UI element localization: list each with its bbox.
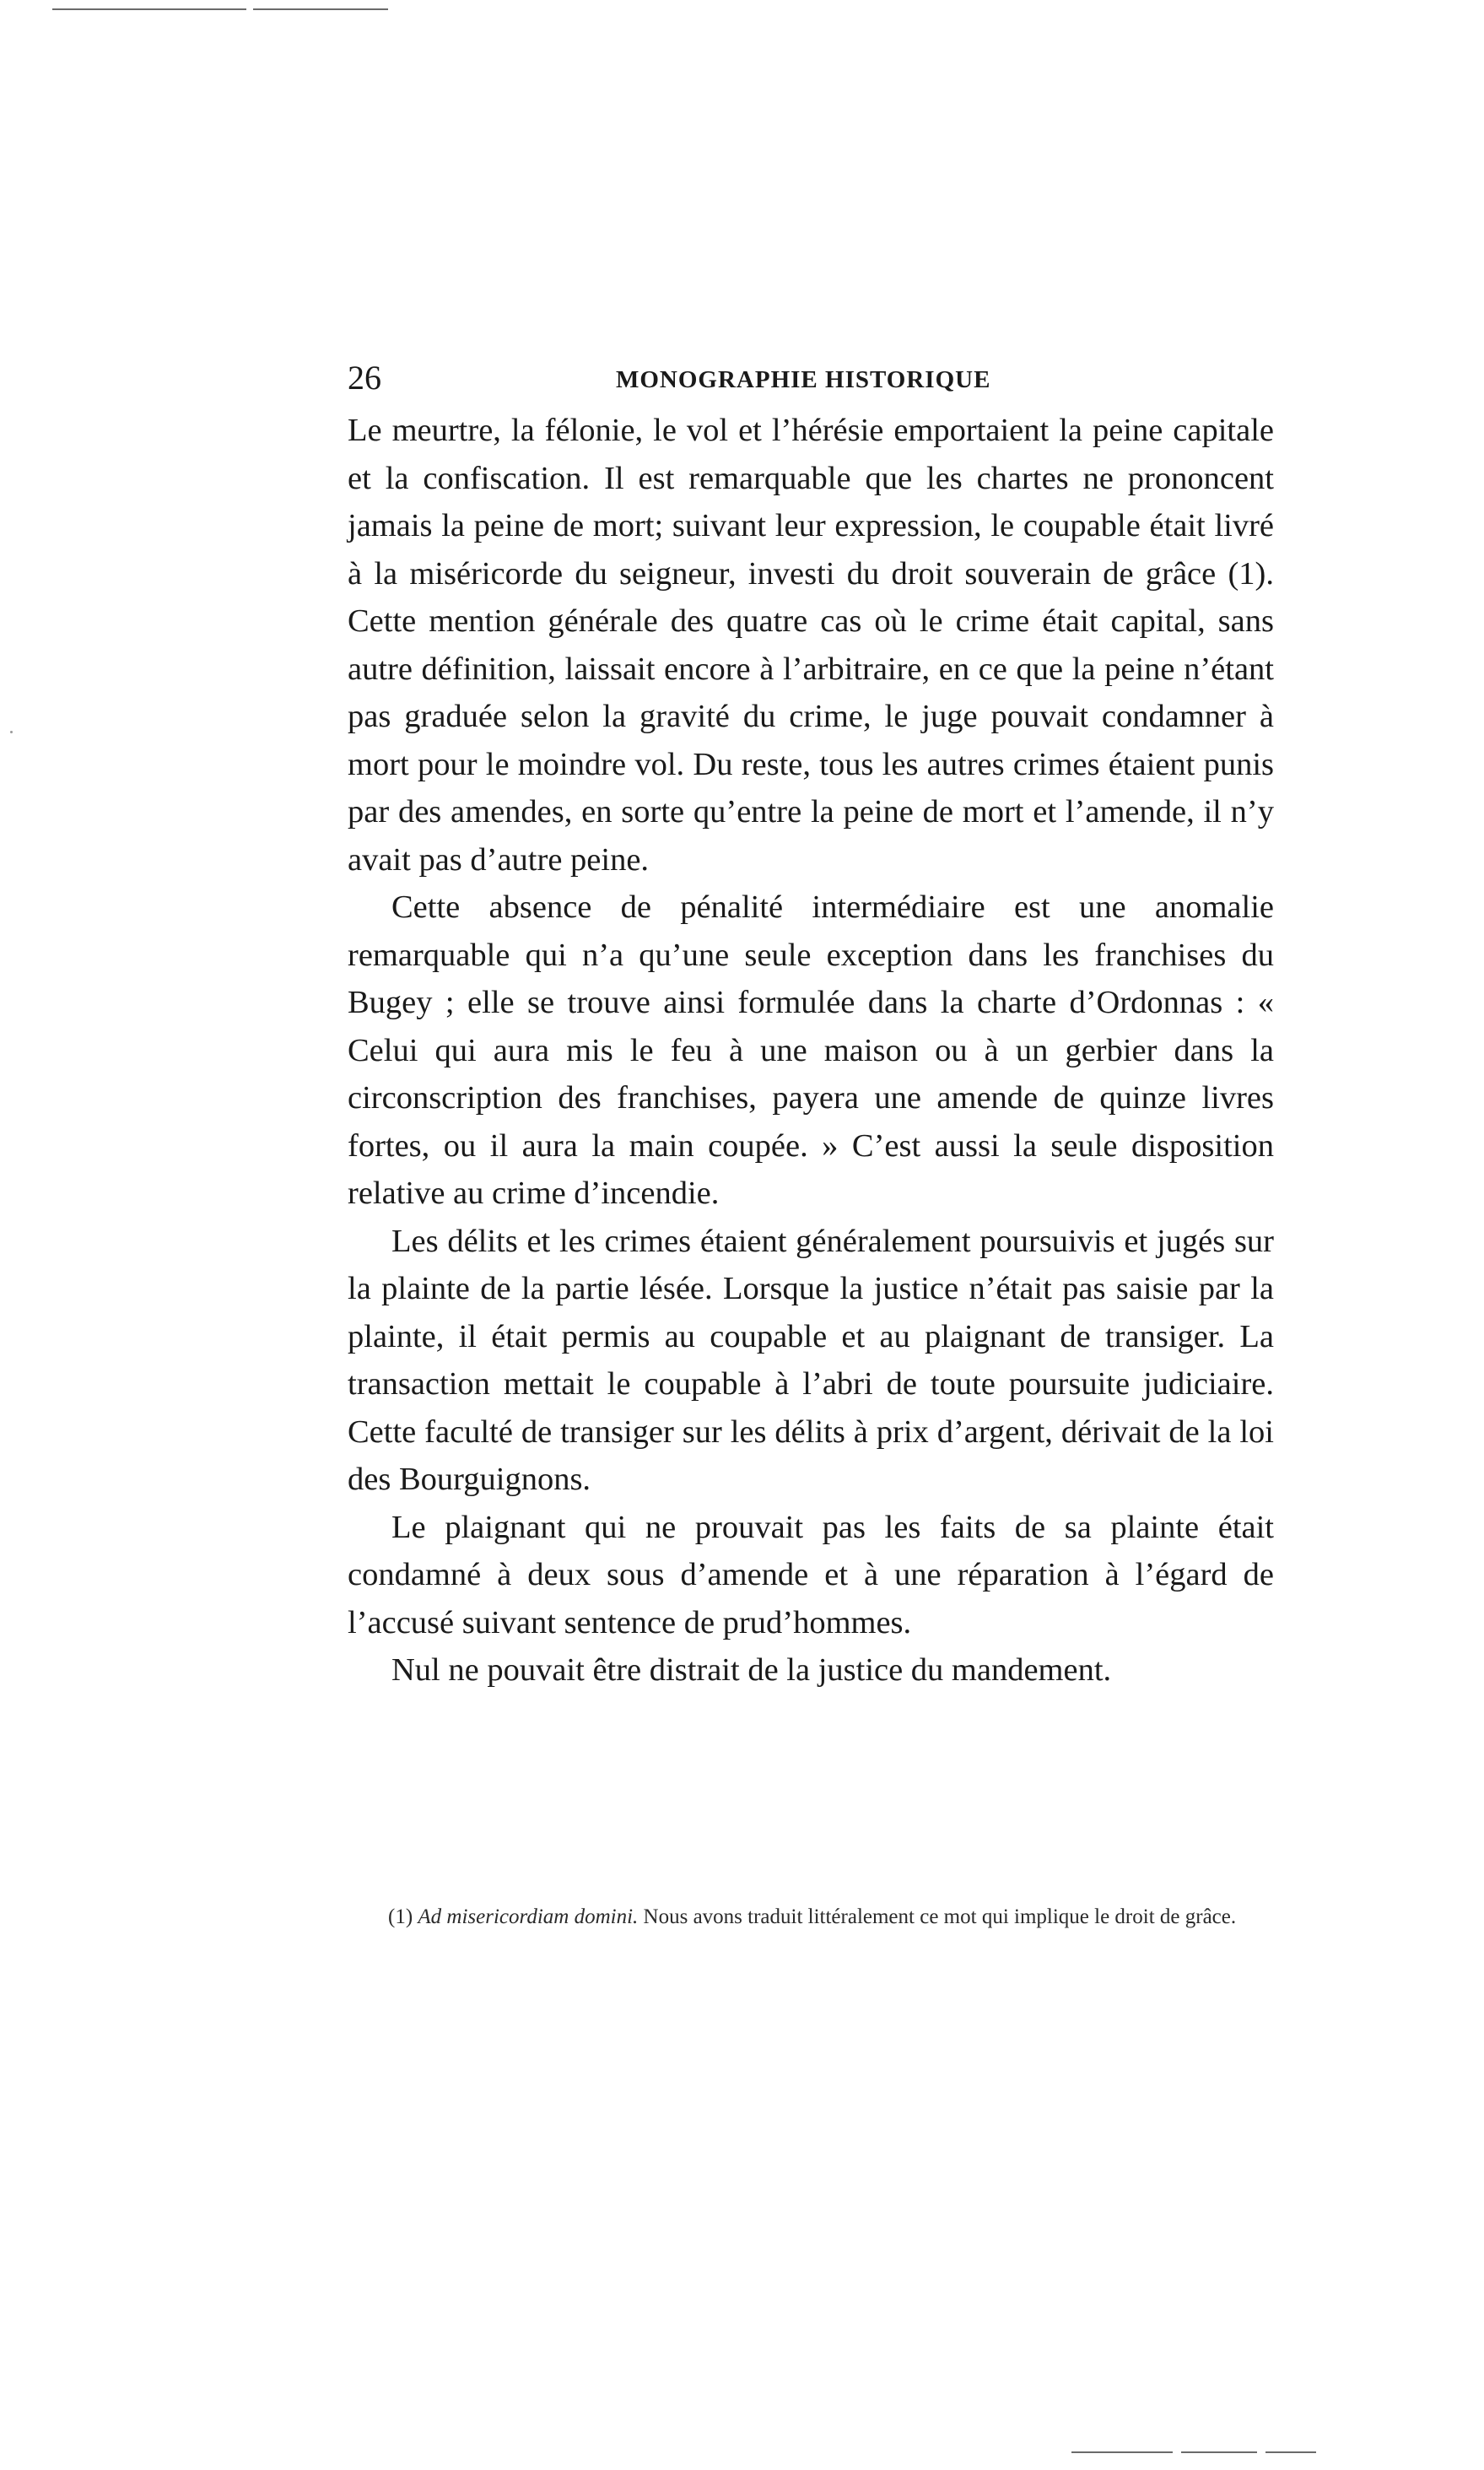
body-text [348, 407, 1274, 1694]
footnote-marker: (1) [388, 1905, 413, 1928]
paragraph: Cette absence de pénalité intermédiaire est une anomalie remarquable qui n’a qu’une seule exception dans les franchises du Bugey ; elle se trouve ainsi formulée dans la charte d’Ordonnas : « Celui qui aura mis le feu à une maison ou à un gerbier dans la circonscription des franchises, payera une amende de quinze livres fortes, ou il aura la main coupée. » C’est aussi la seule disposition relative au crime d’incendie. [348, 889, 1274, 1211]
paragraph: Les délits et les crimes étaient généralement poursuivis et jugés sur la plainte de la partie lésée. Lorsque la justice n’était pas saisie par la plainte, il était permis au coupable et au plaignant de transiger. La transaction mettait le coupable à l’abri de toute poursuite judiciaire. Cette faculté de transiger sur les délits à prix d’argent, dérivait de la loi des Bourguignons. [348, 1223, 1274, 1497]
scan-edge-line [253, 8, 388, 10]
scan-edge-line [52, 8, 246, 10]
footnote [348, 1899, 1274, 1935]
footnote-latin-quote: Ad misericordiam domini. [418, 1905, 639, 1928]
paragraph: Le plaignant qui ne prouvait pas les faits de sa plainte était condamné à deux sous d’amende et à une réparation à l’égard de l’accusé suivant sentence de prud’hommes. [348, 1509, 1274, 1640]
running-head: MONOGRAPHIE HISTORIQUE [616, 366, 991, 393]
footnote-reference: (1) [1228, 555, 1266, 592]
paragraph: Nul ne pouvait être distrait de la justice du mandement. [391, 1652, 1112, 1688]
scan-edge-line [1265, 2451, 1316, 2453]
page-header [348, 353, 1276, 403]
scan-edge-line [1071, 2451, 1173, 2453]
page-number: 26 [348, 359, 381, 397]
scan-edge-line [1181, 2451, 1257, 2453]
paragraph: Le meurtre, la félonie, le vol et l’hérésie emportaient la peine capitale et la confiscation. Il est remarquable que les chartes ne prononcent jamais la peine de mort; suivant leur expression, le coupable était livré à la miséricorde du seigneur, investi du droit souverain de grâce (1). Cette mention générale des quatre cas où le crime était capital, sans autre définition, laissait encore à l’arbitraire, en ce que la peine n’étant pas graduée selon la gravité du crime, le juge pouvait condamner à mort pour le moindre vol. Du reste, tous les autres crimes étaient punis par des amendes, en sorte qu’entre la peine de mort et l’amende, il n’y avait pas d’autre peine. [348, 413, 1274, 878]
footnote-text: Nous avons traduit littéralement ce mot qui implique le droit de grâce. [643, 1905, 1237, 1928]
scan-speck [10, 731, 13, 733]
